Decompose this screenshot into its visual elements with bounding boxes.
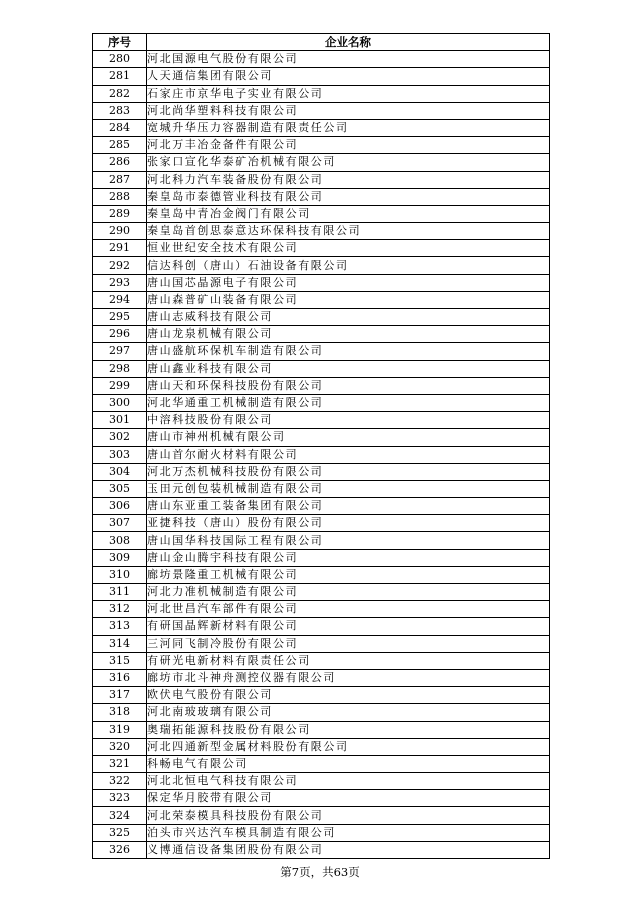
company-name-cell: 河北万杰机械科技股份有限公司: [147, 463, 550, 480]
company-name-cell: 唐山国华科技国际工程有限公司: [147, 532, 550, 549]
table-row: [93, 309, 550, 326]
company-name-cell: 信达科创（唐山）石油设备有限公司: [147, 257, 550, 274]
table-header-row: [93, 34, 550, 51]
table-row: [93, 394, 550, 411]
serial-number-cell: 298: [93, 360, 147, 377]
company-name-cell: 唐山东亚重工装备集团有限公司: [147, 498, 550, 515]
table-row: [93, 480, 550, 497]
serial-number-cell: 310: [93, 566, 147, 583]
serial-number-cell: 326: [93, 841, 147, 858]
company-name-cell: 河北国源电气股份有限公司: [147, 51, 550, 68]
serial-number-cell: 286: [93, 154, 147, 171]
serial-number-cell: 287: [93, 171, 147, 188]
table-row: [93, 704, 550, 721]
table-row: [93, 257, 550, 274]
serial-number-cell: 308: [93, 532, 147, 549]
company-name-cell: 河北四通新型金属材料股份有限公司: [147, 738, 550, 755]
table-row: [93, 188, 550, 205]
company-name-cell: 张家口宣化华泰矿冶机械有限公司: [147, 154, 550, 171]
serial-number-cell: 314: [93, 635, 147, 652]
serial-number-cell: 296: [93, 326, 147, 343]
table-row: [93, 584, 550, 601]
table-row: [93, 274, 550, 291]
table-row: [93, 102, 550, 119]
table-row: [93, 171, 550, 188]
company-name-cell: 三河同飞制冷股份有限公司: [147, 635, 550, 652]
serial-number-cell: 311: [93, 584, 147, 601]
company-name-cell: 奥瑞拓能源科技股份有限公司: [147, 721, 550, 738]
company-name-cell: 科畅电气有限公司: [147, 755, 550, 772]
serial-number-cell: 307: [93, 515, 147, 532]
company-name-cell: 亚捷科技（唐山）股份有限公司: [147, 515, 550, 532]
serial-number-cell: 281: [93, 68, 147, 85]
serial-number-cell: 301: [93, 412, 147, 429]
serial-number-cell: 297: [93, 343, 147, 360]
table-row: [93, 291, 550, 308]
table-body: [93, 51, 550, 859]
company-name-cell: 唐山森普矿山装备有限公司: [147, 291, 550, 308]
table-row: [93, 377, 550, 394]
company-name-cell: 唐山龙泉机械有限公司: [147, 326, 550, 343]
serial-number-cell: 313: [93, 618, 147, 635]
table-row: [93, 515, 550, 532]
table-row: [93, 360, 550, 377]
table-row: [93, 807, 550, 824]
company-name-cell: 河北科力汽车装备股份有限公司: [147, 171, 550, 188]
company-name-cell: 秦皇岛中青冶金阀门有限公司: [147, 205, 550, 222]
serial-number-cell: 321: [93, 755, 147, 772]
company-name-cell: 河北南玻玻璃有限公司: [147, 704, 550, 721]
table-row: [93, 773, 550, 790]
serial-number-cell: 294: [93, 291, 147, 308]
serial-number-cell: 290: [93, 223, 147, 240]
table-row: [93, 68, 550, 85]
serial-number-cell: 284: [93, 119, 147, 136]
table-row: [93, 240, 550, 257]
serial-number-cell: 289: [93, 205, 147, 222]
serial-number-cell: 288: [93, 188, 147, 205]
serial-number-cell: 315: [93, 652, 147, 669]
table-row: [93, 669, 550, 686]
table-row: [93, 841, 550, 858]
serial-number-cell: 299: [93, 377, 147, 394]
company-name-cell: 石家庄市京华电子实业有限公司: [147, 85, 550, 102]
table-row: [93, 532, 550, 549]
page-number: 第7页，共63页: [280, 865, 360, 879]
serial-number-cell: 316: [93, 669, 147, 686]
table-row: [93, 51, 550, 68]
serial-number-cell: 291: [93, 240, 147, 257]
table-row: [93, 790, 550, 807]
table-row: [93, 119, 550, 136]
company-table: [92, 33, 550, 859]
company-name-cell: 宽城升华压力容器制造有限责任公司: [147, 119, 550, 136]
table-row: [93, 326, 550, 343]
company-name-cell: 河北荣泰模具科技股份有限公司: [147, 807, 550, 824]
company-name-cell: 有研光电新材料有限责任公司: [147, 652, 550, 669]
company-name-cell: 秦皇岛首创思泰意达环保科技有限公司: [147, 223, 550, 240]
table-row: [93, 412, 550, 429]
serial-number-cell: 295: [93, 309, 147, 326]
serial-number-cell: 283: [93, 102, 147, 119]
company-name-cell: 唐山金山腾宇科技有限公司: [147, 549, 550, 566]
table-row: [93, 601, 550, 618]
company-name-cell: 保定华月胶带有限公司: [147, 790, 550, 807]
company-name-cell: 廊坊景隆重工机械有限公司: [147, 566, 550, 583]
company-name-cell: 唐山首尔耐火材料有限公司: [147, 446, 550, 463]
serial-number-cell: 323: [93, 790, 147, 807]
serial-number-cell: 320: [93, 738, 147, 755]
serial-number-cell: 302: [93, 429, 147, 446]
table-row: [93, 721, 550, 738]
header-company-name: 企业名称: [147, 34, 550, 51]
table-row: [93, 824, 550, 841]
company-name-cell: 有研国晶辉新材料有限公司: [147, 618, 550, 635]
serial-number-cell: 306: [93, 498, 147, 515]
table-row: [93, 205, 550, 222]
serial-number-cell: 292: [93, 257, 147, 274]
table-row: [93, 498, 550, 515]
serial-number-cell: 318: [93, 704, 147, 721]
company-name-cell: 河北尚华塑料科技有限公司: [147, 102, 550, 119]
company-name-cell: 唐山天和环保科技股份有限公司: [147, 377, 550, 394]
table-row: [93, 463, 550, 480]
table-row: [93, 635, 550, 652]
company-name-cell: 人天通信集团有限公司: [147, 68, 550, 85]
serial-number-cell: 309: [93, 549, 147, 566]
company-name-cell: 廊坊市北斗神舟测控仪器有限公司: [147, 669, 550, 686]
table-row: [93, 618, 550, 635]
serial-number-cell: 282: [93, 85, 147, 102]
serial-number-cell: 317: [93, 687, 147, 704]
company-name-cell: 泊头市兴达汽车模具制造有限公司: [147, 824, 550, 841]
table-row: [93, 738, 550, 755]
company-name-cell: 河北世昌汽车部件有限公司: [147, 601, 550, 618]
serial-number-cell: 300: [93, 394, 147, 411]
table-row: [93, 652, 550, 669]
table-row: [93, 223, 550, 240]
serial-number-cell: 312: [93, 601, 147, 618]
company-name-cell: 义博通信设备集团股份有限公司: [147, 841, 550, 858]
company-name-cell: 唐山盛航环保机车制造有限公司: [147, 343, 550, 360]
serial-number-cell: 324: [93, 807, 147, 824]
company-name-cell: 玉田元创包装机械制造有限公司: [147, 480, 550, 497]
company-name-cell: 河北万丰冶金备件有限公司: [147, 137, 550, 154]
company-name-cell: 秦皇岛市泰德管业科技有限公司: [147, 188, 550, 205]
company-name-cell: 中溶科技股份有限公司: [147, 412, 550, 429]
table-row: [93, 137, 550, 154]
table-row: [93, 755, 550, 772]
company-name-cell: 河北北恒电气科技有限公司: [147, 773, 550, 790]
company-name-cell: 唐山鑫业科技有限公司: [147, 360, 550, 377]
serial-number-cell: 293: [93, 274, 147, 291]
serial-number-cell: 280: [93, 51, 147, 68]
serial-number-cell: 319: [93, 721, 147, 738]
header-serial-number: 序号: [93, 34, 147, 51]
company-name-cell: 唐山志威科技有限公司: [147, 309, 550, 326]
serial-number-cell: 303: [93, 446, 147, 463]
table-row: [93, 566, 550, 583]
serial-number-cell: 325: [93, 824, 147, 841]
serial-number-cell: 305: [93, 480, 147, 497]
table-row: [93, 549, 550, 566]
company-name-cell: 恒业世纪安全技术有限公司: [147, 240, 550, 257]
table-row: [93, 343, 550, 360]
table-row: [93, 85, 550, 102]
company-name-cell: 河北力准机械制造有限公司: [147, 584, 550, 601]
serial-number-cell: 285: [93, 137, 147, 154]
table-row: [93, 429, 550, 446]
serial-number-cell: 304: [93, 463, 147, 480]
company-name-cell: 河北华通重工机械制造有限公司: [147, 394, 550, 411]
table-row: [93, 687, 550, 704]
company-name-cell: 欧伏电气股份有限公司: [147, 687, 550, 704]
table-row: [93, 446, 550, 463]
serial-number-cell: 322: [93, 773, 147, 790]
company-name-cell: 唐山市神州机械有限公司: [147, 429, 550, 446]
table-row: [93, 154, 550, 171]
company-name-cell: 唐山国芯晶源电子有限公司: [147, 274, 550, 291]
